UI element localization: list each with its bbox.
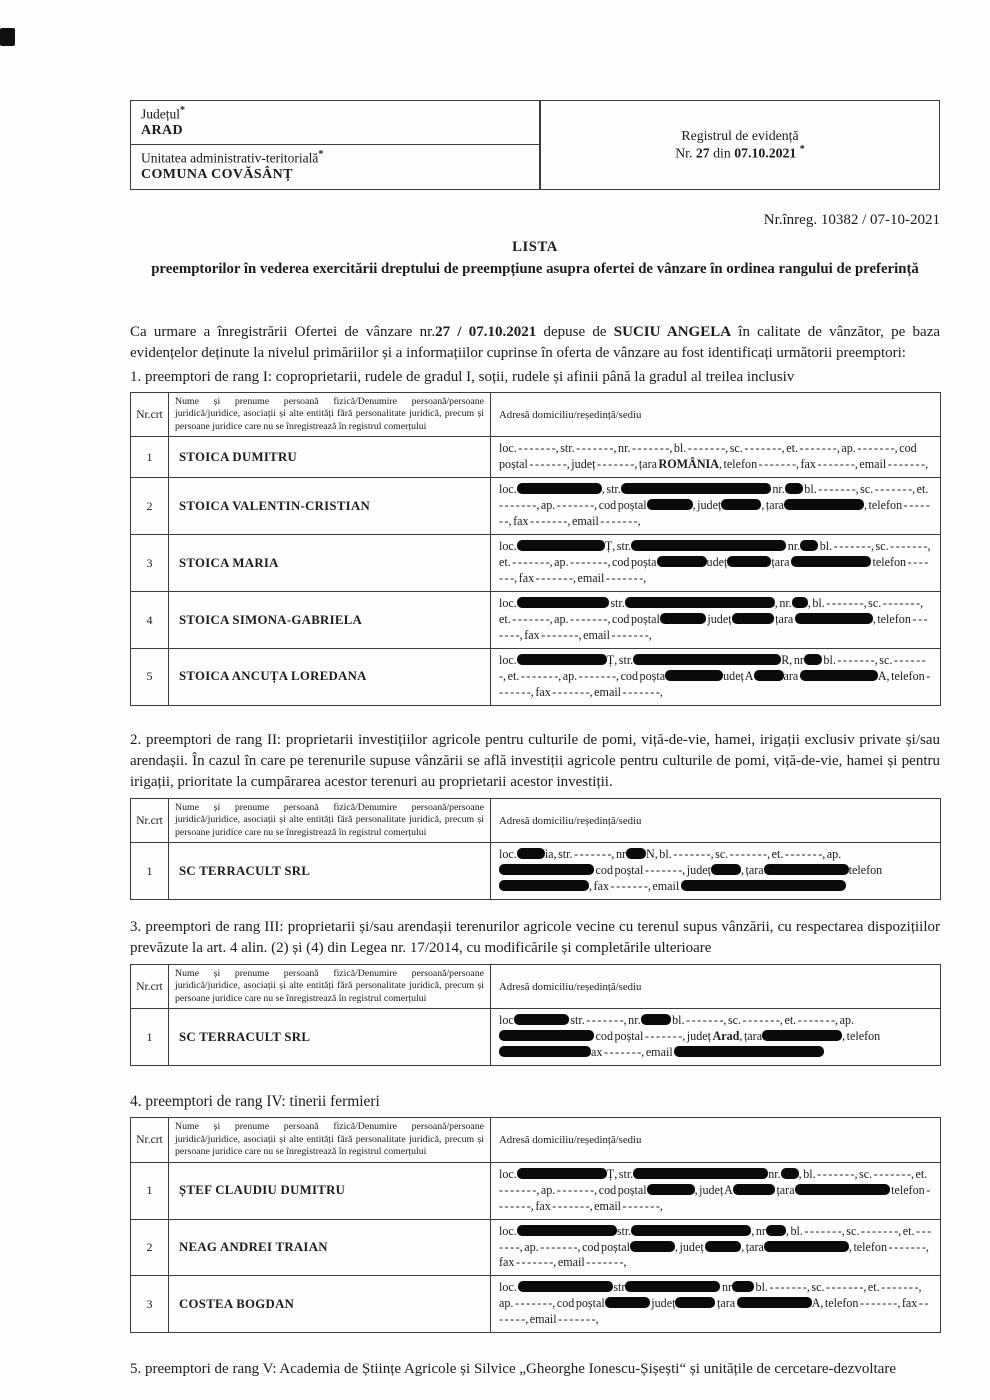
redaction-blob bbox=[792, 597, 808, 608]
redaction-blob bbox=[499, 880, 589, 891]
col-header-name: Nume și prenume persoană fizică/Denumire persoană/persoane juridică/juridice, asociații și alte entități fără personalitate juridică, precum și persoane juridice care nu se înregistrează în registrul comerțului bbox=[169, 1118, 491, 1163]
redaction-blob bbox=[647, 1184, 695, 1195]
table-header-row bbox=[131, 392, 941, 437]
asterisk: * bbox=[318, 149, 324, 160]
registry-box bbox=[540, 100, 940, 190]
redaction-blob bbox=[625, 1281, 720, 1292]
section-5-heading: 5. preemptori de rang V: Academia de Științe Agricole și Silvice „Gheorghe Ionescu-Șișești“ și unitățile de cercetare-dezvoltare bbox=[130, 1361, 896, 1378]
table-row bbox=[131, 592, 941, 649]
table-row bbox=[131, 1219, 941, 1276]
redaction-blob bbox=[647, 499, 693, 510]
redaction-blob bbox=[626, 848, 646, 859]
redaction-blob bbox=[721, 499, 761, 510]
redaction-blob bbox=[732, 613, 774, 624]
row-number: 1 bbox=[131, 1009, 169, 1066]
row-address: loc str. - - - - - - -, nr. bl. - - - - - - -, sc. - - - - - - -, et. - - - - - - -, ap. cod poștal - - - - - - -, județ Arad, țara , telefonax - - - - - - -, email bbox=[491, 1009, 941, 1066]
row-number: 1 bbox=[131, 437, 169, 478]
section-2-heading: 2. preemptori de rang II: proprietarii investițiilor agricole pentru culturile de pomi, viță-de-vie, hamei, irigații exclusiv private și/sau arendașii. În cazul în care pe terenurile supuse vânzării se află investiții agricole pentru culturile de pomi, viță-de-vie, hamei și pentru irigații, prioritate la cumpărarea acestor terenuri au proprietarii acestor investiții. bbox=[130, 731, 940, 791]
table-row bbox=[131, 478, 941, 535]
col-header-address: Adresă domiciliu/reședință/sediu bbox=[491, 1118, 941, 1163]
redaction-blob bbox=[517, 540, 605, 551]
col-header-address: Adresă domiciliu/reședință/sediu bbox=[491, 964, 941, 1009]
row-number: 2 bbox=[131, 1219, 169, 1276]
redaction-blob bbox=[633, 654, 781, 665]
registry-number: Nr. 27 din 07.10.2021 * bbox=[675, 144, 805, 161]
redaction-blob bbox=[795, 1184, 890, 1195]
table-row bbox=[131, 535, 941, 592]
table-rang4 bbox=[130, 1117, 941, 1333]
redaction-blob bbox=[517, 483, 602, 494]
row-name: STOICA SIMONA-GABRIELA bbox=[169, 592, 491, 649]
redaction-blob bbox=[762, 1030, 842, 1041]
table-header-row bbox=[131, 964, 941, 1009]
redaction-blob bbox=[764, 1241, 849, 1252]
redaction-blob bbox=[681, 880, 846, 891]
redaction-blob bbox=[499, 1030, 594, 1041]
table-header-row bbox=[131, 1118, 941, 1163]
row-number: 3 bbox=[131, 535, 169, 592]
table-row bbox=[131, 1162, 941, 1219]
table-header-row bbox=[131, 798, 941, 843]
redaction-blob bbox=[764, 864, 849, 875]
section-3-heading: 3. preemptori de rang III: proprietarii și/sau arendașii terenurilor agricole vecine cu terenul supus vânzării, cu respectarea dispozițiilor prevăzute la art. 4 alin. (2) și (4) din Legea nr. 17/2014, cu modificările și completările ulterioare bbox=[130, 919, 940, 957]
redaction-blob bbox=[517, 1225, 617, 1236]
redaction-blob bbox=[499, 1046, 591, 1057]
redaction-blob bbox=[732, 1281, 754, 1292]
table-rang1 bbox=[130, 392, 941, 706]
uat-cell bbox=[131, 145, 539, 189]
table-row bbox=[131, 648, 941, 705]
redaction-blob bbox=[733, 1184, 775, 1195]
redaction-blob bbox=[781, 1168, 799, 1179]
uat-value: COMUNA COVĂSÂNȚ bbox=[141, 166, 293, 182]
uat-label: Unitatea administrativ-teritorială* bbox=[141, 149, 324, 166]
row-name: COSTEA BOGDAN bbox=[169, 1276, 491, 1333]
redaction-blob bbox=[785, 483, 803, 494]
header-block bbox=[130, 100, 940, 190]
row-number: 3 bbox=[131, 1276, 169, 1333]
redaction-blob bbox=[517, 654, 607, 665]
header-left-box bbox=[130, 100, 540, 190]
row-name: STOICA VALENTIN-CRISTIAN bbox=[169, 478, 491, 535]
redaction-blob bbox=[517, 1168, 607, 1179]
row-address: loc. str. , nr. , bl. - - - - - - -, sc. - - - - - - -, et. - - - - - - -, ap. - - - - - - -, cod poștal județ țara , telefon - - - - - - -, fax - - - - - - -, email - - - - - - -, bbox=[491, 592, 941, 649]
doc-title: LISTA bbox=[512, 239, 558, 255]
col-header-name: Nume și prenume persoană fizică/Denumire persoană/persoane juridică/juridice, asociații și alte entități fără personalitate juridică, precum și persoane juridice care nu se înregistrează în registrul comerțului bbox=[169, 798, 491, 843]
redaction-blob bbox=[711, 864, 741, 875]
redaction-blob bbox=[621, 483, 771, 494]
row-address: loc. Ț, str. nr. bl. - - - - - - -, sc. - - - - - - -, et. - - - - - - -, ap. - - - - - - -, cod poșta udeț țara telefon - - - - - - -, fax - - - - - - -, email - - - - - - -, bbox=[491, 535, 941, 592]
col-header-address: Adresă domiciliu/reședință/sediu bbox=[491, 392, 941, 437]
row-number: 5 bbox=[131, 648, 169, 705]
col-header-nrcrt: Nr.crt bbox=[131, 798, 169, 843]
row-address: loc. , str. nr. bl. - - - - - - -, sc. - - - - - - -, et. - - - - - - -, ap. - - - - - - -, cod poștal , județ , țara , telefon - - - - - - -, fax - - - - - - -, email - - - - - - -, bbox=[491, 478, 941, 535]
asterisk: * bbox=[799, 144, 805, 156]
intro-paragraph: Ca urmare a înregistrării Ofertei de vânzare nr.27 / 07.10.2021 depuse de SUCIU ANGELA în calitate de vânzător, pe baza evidențelor deținute la nivelul primăriilor și a informațiilor cuprinse în oferta de vânzare au fost identificați următorii preemptori: bbox=[130, 324, 941, 362]
row-address: loc. Ț, str. nr. , bl. - - - - - - -, sc. - - - - - - -, et. - - - - - - -, ap. - - - - - - -, cod poștal , județ A țara telefon - - - - - - -, fax - - - - - - -, email - - - - - - -, bbox=[491, 1162, 941, 1219]
section-4-heading: 4. preemptori de rang IV: tinerii fermieri bbox=[130, 1093, 380, 1111]
row-number: 4 bbox=[131, 592, 169, 649]
redaction-blob bbox=[641, 1014, 671, 1025]
redaction-blob bbox=[657, 556, 707, 567]
redaction-blob bbox=[791, 556, 871, 567]
row-name: STOICA DUMITRU bbox=[169, 437, 491, 478]
asterisk: * bbox=[180, 105, 185, 116]
redaction-blob bbox=[518, 1281, 613, 1292]
table-row bbox=[131, 1276, 941, 1333]
scan-artifact bbox=[0, 28, 15, 46]
redaction-blob bbox=[499, 864, 594, 875]
redaction-blob bbox=[633, 1168, 768, 1179]
redaction-blob bbox=[795, 613, 873, 624]
row-name: SC TERRACULT SRL bbox=[169, 1009, 491, 1066]
registry-title: Registrul de evidență bbox=[681, 128, 799, 144]
table-rang2 bbox=[130, 798, 941, 900]
col-header-nrcrt: Nr.crt bbox=[131, 392, 169, 437]
redaction-blob bbox=[705, 1241, 741, 1252]
redaction-blob bbox=[804, 654, 822, 665]
county-cell bbox=[131, 101, 539, 145]
row-number: 2 bbox=[131, 478, 169, 535]
row-address: loc. str nr bl. - - - - - - -, sc. - - - - - - -, et. - - - - - - -, ap. - - - - - - -, cod poștal județ țara A, telefon - - - - - - -, fax - - - - - - -, email - - - - - - -, bbox=[491, 1276, 941, 1333]
redaction-blob bbox=[784, 499, 864, 510]
redaction-blob bbox=[517, 597, 609, 608]
redaction-blob bbox=[800, 540, 818, 551]
redaction-blob bbox=[514, 1014, 569, 1025]
section-1-heading: 1. preemptori de rang I: coproprietarii, rudele de gradul I, soții, rudele și afinii până la gradul al treilea inclusiv bbox=[130, 368, 795, 385]
row-number: 1 bbox=[131, 1162, 169, 1219]
redaction-blob bbox=[754, 670, 784, 681]
county-label: Județul* bbox=[141, 105, 185, 122]
table-row bbox=[131, 843, 941, 900]
redaction-blob bbox=[737, 1297, 812, 1308]
doc-subtitle: preemptorilor în vederea exercitării dreptului de preempțiune asupra ofertei de vânzare în ordinea rangului de preferință bbox=[151, 261, 919, 277]
row-address: loc. ia, str. - - - - - - -, nr N, bl. - - - - - - -, sc. - - - - - - -, et. - - - - - - -, ap. cod poștal - - - - - - -, județ , țara telefon, fax - - - - - - -, email bbox=[491, 843, 941, 900]
redaction-blob bbox=[631, 1225, 751, 1236]
col-header-nrcrt: Nr.crt bbox=[131, 1118, 169, 1163]
redaction-blob bbox=[605, 1297, 650, 1308]
redaction-blob bbox=[674, 1046, 824, 1057]
row-address: loc. str. , nr , bl. - - - - - - -, sc. - - - - - - -, et. - - - - - - -, ap. - - - - - - -, cod poștal , județ , țara , telefon - - - - - - -, fax - - - - - - -, email - - - - - - -, bbox=[491, 1219, 941, 1276]
redaction-blob bbox=[630, 1241, 675, 1252]
table-row bbox=[131, 1009, 941, 1066]
row-number: 1 bbox=[131, 843, 169, 900]
table-rang3 bbox=[130, 964, 941, 1066]
redaction-blob bbox=[517, 848, 545, 859]
redaction-blob bbox=[727, 556, 771, 567]
redaction-blob bbox=[631, 540, 786, 551]
row-name: NEAG ANDREI TRAIAN bbox=[169, 1219, 491, 1276]
row-name: ȘTEF CLAUDIU DUMITRU bbox=[169, 1162, 491, 1219]
redaction-blob bbox=[665, 670, 723, 681]
col-header-name: Nume și prenume persoană fizică/Denumire persoană/persoane juridică/juridice, asociații și alte entități fără personalitate juridică, precum și persoane juridice care nu se înregistrează în registrul comerțului bbox=[169, 964, 491, 1009]
row-name: STOICA ANCUȚA LOREDANA bbox=[169, 648, 491, 705]
redaction-blob bbox=[800, 670, 878, 681]
row-address: loc. Ț, str. R, nr bl. - - - - - - -, sc. - - - - - - -, et. - - - - - - -, ap. - - - - - - -, cod poșta udeț A ara A, telefon - - - - - - -, fax - - - - - - -, email - - - - - - -, bbox=[491, 648, 941, 705]
redaction-blob bbox=[625, 597, 775, 608]
county-value: ARAD bbox=[141, 122, 184, 138]
row-name: STOICA MARIA bbox=[169, 535, 491, 592]
col-header-name: Nume și prenume persoană fizică/Denumire persoană/persoane juridică/juridice, asociații și alte entități fără personalitate juridică, precum și persoane juridice care nu se înregistrează în registrul comerțului bbox=[169, 392, 491, 437]
redaction-blob bbox=[660, 613, 706, 624]
row-name: SC TERRACULT SRL bbox=[169, 843, 491, 900]
col-header-nrcrt: Nr.crt bbox=[131, 964, 169, 1009]
redaction-blob bbox=[675, 1297, 715, 1308]
row-address: loc. - - - - - - -, str. - - - - - - -, nr. - - - - - - -, bl. - - - - - - -, sc. - - - - - - -, et. - - - - - - -, ap. - - - - - - -, cod poștal - - - - - - -, județ - - - - - - -, țara ROMÂNIA, telefon - - - - - - -, fax - - - - - - -, email - - - - - - -, bbox=[491, 437, 941, 478]
table-row bbox=[131, 437, 941, 478]
col-header-address: Adresă domiciliu/reședință/sediu bbox=[491, 798, 941, 843]
redaction-blob bbox=[766, 1225, 786, 1236]
registration-number-line: Nr.înreg. 10382 / 07-10-2021 bbox=[763, 212, 940, 228]
